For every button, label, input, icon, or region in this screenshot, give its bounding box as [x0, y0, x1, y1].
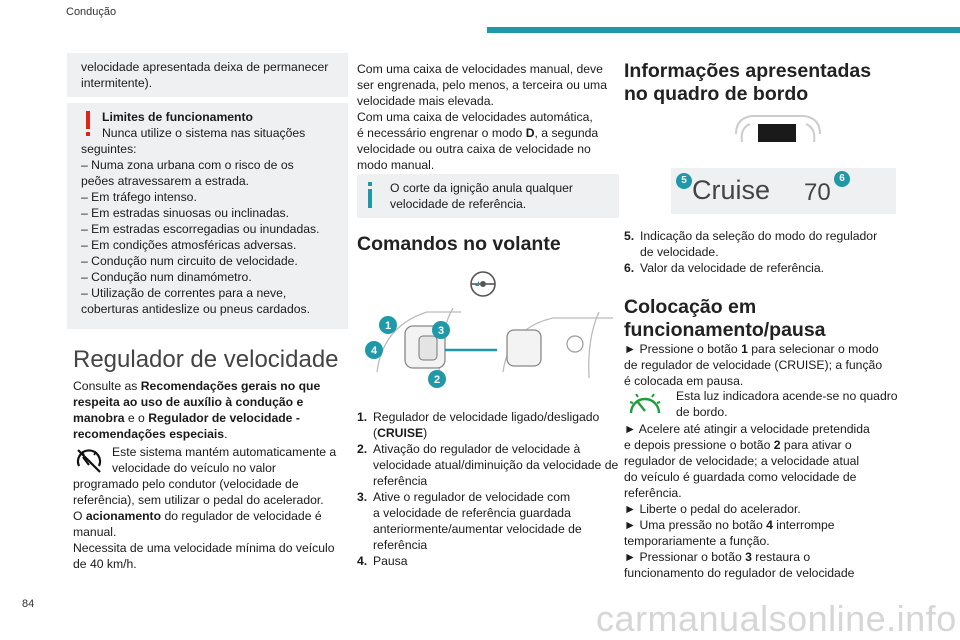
step-pre: ► Uma pressão no botão	[624, 518, 767, 532]
display-list	[624, 228, 899, 276]
system-description	[112, 444, 340, 476]
steps-block	[624, 341, 902, 389]
info-icon	[366, 182, 374, 208]
consult-link-general: Recomendações gerais no que respeita ao uso de auxílio à condução e manobra	[73, 379, 321, 425]
list-text: anteriormente/aumentar velocidade de	[373, 522, 582, 536]
continued-note-box	[67, 53, 348, 97]
section-title-dashboard-info	[624, 60, 871, 106]
gearbox-line: velocidade mais elevada.	[357, 94, 494, 108]
speedometer-icon	[625, 389, 665, 421]
exclamation-icon	[84, 111, 92, 137]
gearbox-paragraph	[357, 61, 619, 173]
warning-item: – Utilização de correntes para a neve,	[81, 286, 287, 300]
consult-mid: e o	[124, 411, 149, 425]
list-number: 5.	[624, 229, 635, 243]
warning-item: coberturas antideslize ou pneus cardados.	[81, 302, 310, 316]
diagram-label-3: 3	[437, 325, 445, 337]
step-bold: 4	[766, 518, 773, 532]
warning-item: – Numa zona urbana com o risco de os	[81, 158, 294, 172]
steps-block-2	[624, 421, 902, 581]
list-item	[624, 260, 899, 276]
step-line: ► Acelere até atingir a velocidade pretendida	[624, 422, 870, 436]
warning-item: – Em tráfego intenso.	[81, 190, 197, 204]
system-description-cont	[73, 476, 341, 572]
warning-intro-2: seguintes:	[81, 142, 137, 156]
list-text: Ativação do regulador de velocidade à	[373, 442, 581, 456]
title-line: Colocação em	[624, 296, 757, 318]
mode-post: , a segunda	[534, 126, 599, 140]
info-box	[357, 174, 619, 218]
step-line	[624, 341, 902, 357]
warning-item: – Em estradas sinuosas ou inclinadas.	[81, 206, 289, 220]
gearbox-line: velocidade ou outra caixa de velocidade no	[357, 142, 591, 156]
diagram-label-4: 4	[370, 345, 378, 357]
consult-pre: Consulte as	[73, 379, 141, 393]
list-item	[357, 553, 622, 569]
step-line: temporariamente a função.	[624, 534, 770, 548]
warning-item: – Em estradas escorregadias ou inundadas.	[81, 222, 320, 236]
list-text: referência	[373, 474, 428, 488]
title-line: no quadro de bordo	[624, 83, 809, 105]
list-number: 2.	[357, 442, 368, 456]
activation-pre: O	[73, 509, 86, 523]
mode-bold: D	[525, 126, 535, 140]
step-line: de regulador de velocidade (CRUISE); a função	[624, 358, 883, 372]
activation-post: do regulador de velocidade é	[161, 509, 322, 523]
step-bold: 2	[773, 438, 781, 452]
system-desc-line: velocidade do veículo no valor	[112, 461, 276, 475]
gearbox-mode-line	[357, 125, 619, 141]
system-desc-line: Este sistema mantém automaticamente a	[112, 445, 337, 459]
step-line	[624, 517, 902, 533]
step-line: referência.	[624, 486, 682, 500]
cluster-display	[671, 168, 896, 214]
instrument-panel-icon	[730, 112, 826, 156]
activation-line-2: manual.	[73, 525, 117, 539]
min-speed-line: de 40 km/h.	[73, 557, 137, 571]
list-text: velocidade atual/diminuição da velocidade de	[373, 458, 619, 472]
step-post: para selecionar o modo	[747, 342, 879, 356]
step-line: regulador de velocidade; a velocidade atual	[624, 454, 860, 468]
warning-item: – Condução num dinamómetro.	[81, 270, 252, 284]
badge-6: 6	[834, 171, 850, 187]
paren: (	[373, 426, 378, 440]
step-line: funcionamento do regulador de velocidade	[624, 566, 855, 580]
step-line: ► Liberte o pedal do acelerador.	[624, 502, 801, 516]
list-text: de velocidade.	[640, 245, 719, 259]
gearbox-line: modo manual.	[357, 158, 435, 172]
warning-title: Limites de funcionamento	[102, 110, 254, 124]
step-pre: ► Pressionar o botão	[624, 550, 746, 564]
cruise-mode-label: Cruise	[692, 175, 771, 205]
title-line: funcionamento/pausa	[624, 319, 826, 341]
list-text: a velocidade de referência guardada	[373, 506, 571, 520]
step-bold: 3	[745, 550, 752, 564]
steering-controls-diagram	[357, 268, 619, 398]
system-desc-line: referência), sem utilizar o pedal do acelerador.	[73, 493, 324, 507]
step-line: do veículo é guardada como velocidade de	[624, 470, 857, 484]
controls-list	[357, 409, 622, 569]
page-number: 84	[22, 598, 35, 610]
diagram-label-2: 2	[433, 374, 441, 386]
gearbox-line: ser engrenada, pelo menos, a terceira ou uma	[357, 78, 607, 92]
continued-note-text: velocidade apresentada deixa de permanecer intermitente).	[81, 60, 329, 90]
step-post: restaura o	[751, 550, 811, 564]
list-text	[373, 425, 599, 441]
list-item	[357, 441, 622, 489]
title-line: Informações apresentadas	[624, 60, 872, 82]
list-text: Indicação da seleção do modo do regulador	[640, 229, 878, 243]
gearbox-line: Com uma caixa de velocidades automática,	[357, 110, 593, 124]
steering-wheel-icon	[471, 272, 495, 296]
reference-speed-value: 70	[804, 179, 831, 206]
paren: )	[423, 426, 428, 440]
step-line: é colocada em pausa.	[624, 374, 744, 388]
step-line	[624, 437, 902, 453]
speedometer-off-icon	[74, 446, 104, 476]
step-post: interrompe	[772, 518, 835, 532]
consult-end: .	[224, 427, 228, 441]
list-text: Pausa	[373, 554, 408, 568]
cruise-label: CRUISE	[377, 426, 424, 440]
list-text: referência	[373, 538, 428, 552]
warning-intro-1: Nunca utilize o sistema nas situações	[102, 126, 306, 140]
step-bold: 1	[741, 342, 748, 356]
warning-item: – Em condições atmosféricas adversas.	[81, 238, 297, 252]
indicator-line: de bordo.	[676, 405, 728, 419]
list-number: 1.	[357, 410, 368, 424]
header-accent-bar	[487, 27, 960, 33]
step-pre: ► Pressione o botão	[624, 342, 742, 356]
list-text: Valor da velocidade de referência.	[640, 261, 825, 275]
list-item	[624, 228, 899, 260]
section-title-cruise-control: Regulador de velocidade	[73, 346, 339, 373]
gearbox-line: Com uma caixa de velocidades manual, deve	[357, 62, 603, 76]
activation-line	[73, 508, 341, 524]
mode-pre: é necessário engrenar o modo	[357, 126, 526, 140]
system-desc-line: programado pelo condutor (velocidade de	[73, 477, 299, 491]
list-text: Ative o regulador de velocidade com	[373, 490, 571, 504]
warning-box	[67, 103, 348, 329]
list-number: 6.	[624, 261, 635, 275]
min-speed-line: Necessita de uma velocidade mínima do veículo	[73, 541, 335, 555]
step-pre: e depois pressione o botão	[624, 438, 774, 452]
list-number: 4.	[357, 554, 368, 568]
indicator-description	[676, 388, 900, 420]
watermark: carmanualsonline.info	[596, 598, 957, 639]
list-text: Regulador de velocidade ligado/desligado	[373, 410, 600, 424]
indicator-line: Esta luz indicadora acende-se no quadro	[676, 389, 898, 403]
step-line	[624, 549, 902, 565]
section-title-start-pause	[624, 296, 826, 342]
consult-link-special: Regulador de velocidade - recomendações especiais	[73, 411, 300, 441]
list-number: 3.	[357, 490, 368, 504]
diagram-label-1: 1	[384, 320, 392, 332]
section-title-steering-controls: Comandos no volante	[357, 233, 561, 255]
header-section-title: Condução	[66, 6, 117, 18]
warning-item: peões atravessarem a estrada.	[81, 174, 250, 188]
badge-5: 5	[676, 173, 692, 189]
info-text-line: velocidade de referência.	[390, 197, 527, 211]
list-item	[357, 409, 622, 441]
info-text-line: O corte da ignição anula qualquer	[390, 181, 573, 195]
step-post: para ativar o	[780, 438, 852, 452]
activation-bold: acionamento	[85, 509, 162, 523]
consult-paragraph	[73, 378, 338, 442]
list-item	[357, 489, 622, 553]
warning-item: – Condução num circuito de velocidade.	[81, 254, 298, 268]
